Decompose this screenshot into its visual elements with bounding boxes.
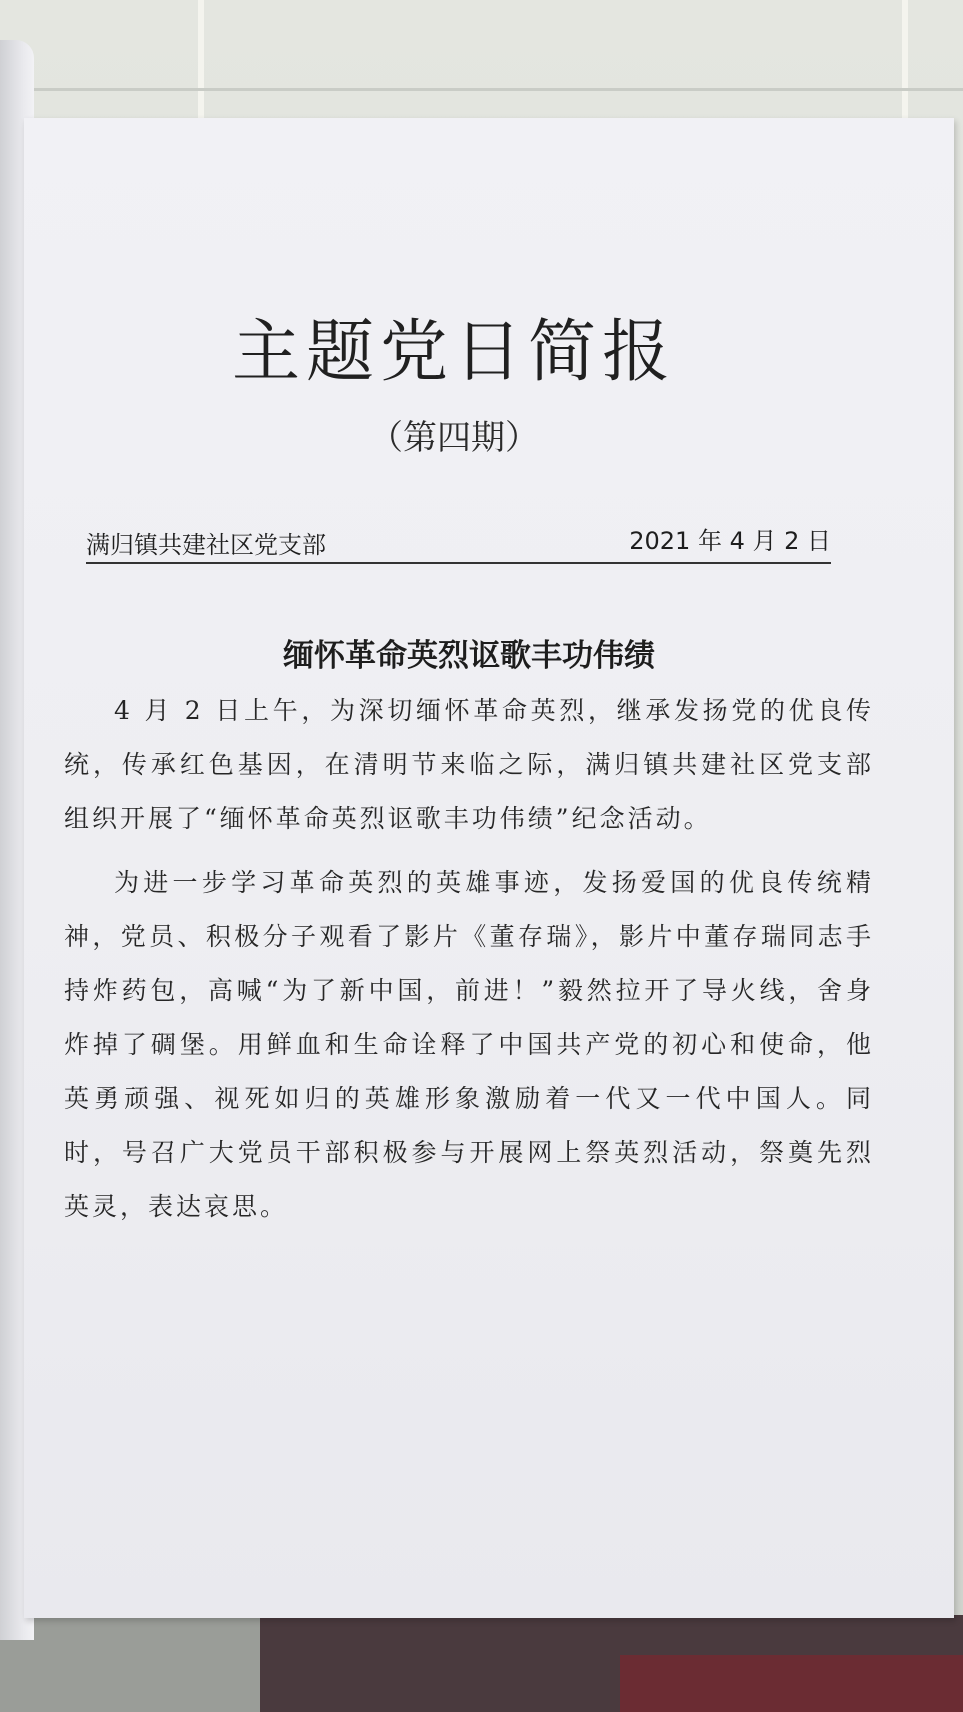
red-object [620, 1655, 963, 1712]
article-body [64, 684, 874, 1234]
tile-grout-line [0, 88, 963, 91]
article-paragraph: 为进一步学习革命英烈的英雄事迹，发扬爱国的优良传统精神，党员、积极分子观看了影片《董存瑞》，影片中董存瑞同志手持炸药包，高喊“为了新中国，前进！”毅然拉开了导火线，舍身炸掉了碉堡。用鲜血和生命诠释了中国共产党的初心和使命，他英勇顽强、视死如归的英雄形象激励着一代又一代中国人。同时，号召广大党员干部积极参与开展网上祭英烈活动，祭奠先烈英灵，表达哀思。 [64, 868, 874, 1221]
article-headline: 缅怀革命英烈讴歌丰功伟绩 [283, 638, 655, 674]
meta-row [86, 518, 831, 564]
paper-sheet [24, 118, 954, 1618]
document-title: 主题党日简报 [231, 313, 676, 392]
publish-date: 2021 年 4 月 2 日 [629, 527, 831, 555]
organization-name: 满归镇共建社区党支部 [86, 531, 326, 559]
bottom-surface [0, 1615, 963, 1712]
issue-number: （第四期） [369, 418, 539, 458]
article-paragraph: 4 月 2 日上午，为深切缅怀革命英烈，继承发扬党的优良传统，传承红色基因，在清明节来临之际，满归镇共建社区党支部组织开展了“缅怀革命英烈讴歌丰功伟绩”纪念活动。 [64, 696, 874, 833]
tile-grout-line [198, 0, 204, 130]
